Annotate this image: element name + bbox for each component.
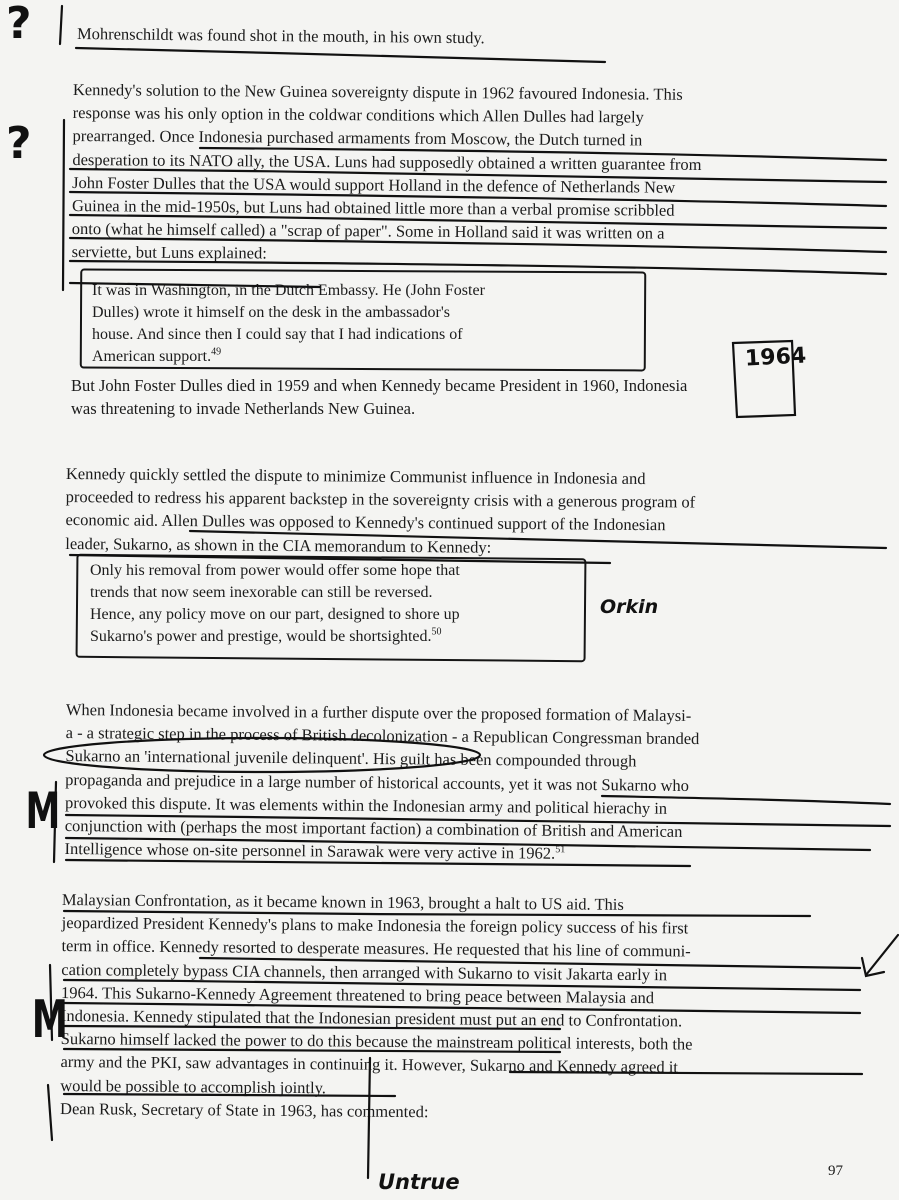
text-line: When Indonesia became involved in a further dispute over the proposed formation of Malaysi- bbox=[65, 699, 692, 726]
text-line: conjunction with (perhaps the most important faction) a combination of British and American bbox=[64, 816, 683, 841]
text-line: propaganda and prejudice in a large number of historical accounts, yet it was not Sukarno who bbox=[65, 769, 690, 795]
underline bbox=[64, 1049, 560, 1052]
underline bbox=[66, 838, 870, 850]
vertical-rule-bottom bbox=[368, 1058, 370, 1178]
text-line: Malaysian Confrontation, as it became known in 1963, brought a halt to US aid. This bbox=[61, 889, 624, 914]
text-line: army and the PKI, saw advantages in continuing it. However, Sukarno and Kennedy agreed it bbox=[60, 1052, 679, 1077]
underline bbox=[64, 1003, 860, 1013]
text-line: Kennedy's solution to the New Guinea sovereignty dispute in 1962 favoured Indonesia. This bbox=[72, 79, 683, 104]
underline bbox=[64, 980, 860, 990]
underline bbox=[510, 1072, 862, 1074]
text-line: Sukarno an 'international juvenile delinquent'. His guilt has been compounded through bbox=[65, 746, 637, 771]
quote-cia-memorandum: Only his removal from power would offer some hope that trends that now seem inexorable can still be reversed. Hence, any policy move on our part, designed to shore up Sukarno's power and prestige, would be shortsighted.$^{50}$ bbox=[90, 562, 460, 645]
margin-bar-top bbox=[60, 6, 62, 44]
underline bbox=[70, 192, 886, 206]
text-line: But John Foster Dulles died in 1959 and when Kennedy became President in 1960, Indonesia bbox=[71, 376, 688, 395]
text-line: Kennedy quickly settled the dispute to minimize Communist influence in Indonesia and bbox=[65, 463, 646, 489]
text-line: economic aid. Allen Dulles was opposed to Kennedy's continued support of the Indonesian bbox=[65, 510, 666, 535]
text-line: onto (what he himself called) a "scrap of paper". Some in Holland said it was written on a bbox=[71, 219, 665, 243]
underline bbox=[66, 860, 690, 866]
text-line: Indonesia. Kennedy stipulated that the Indonesian president must put an end to Confrontation. bbox=[60, 1006, 683, 1031]
underline bbox=[602, 796, 890, 804]
underline bbox=[190, 531, 886, 548]
question-mark-top: ? bbox=[6, 0, 32, 49]
margin-bracket-para5 bbox=[50, 965, 52, 1040]
margin-note-quote2: Orkin bbox=[600, 596, 659, 618]
question-mark-para1: ? bbox=[6, 118, 32, 169]
text-line: desperation to its NATO ally, the USA. Luns had supposedly obtained a written guarantee from bbox=[72, 149, 702, 174]
underline bbox=[70, 283, 320, 287]
margin-letter-para5: M bbox=[31, 990, 68, 1050]
underline bbox=[70, 555, 610, 563]
text-line: jeopardized President Kennedy's plans to make Indonesia the foreign policy success of his first bbox=[61, 913, 689, 938]
underline bbox=[70, 238, 886, 252]
footnote-ref: 50 bbox=[431, 626, 442, 638]
underline bbox=[70, 261, 886, 274]
page-number: 97 bbox=[828, 1163, 843, 1179]
underline bbox=[64, 1026, 560, 1029]
underline bbox=[200, 148, 886, 160]
footnote-ref: 51 bbox=[555, 844, 566, 856]
circled-phrase bbox=[44, 738, 480, 772]
arrow-shaft bbox=[866, 935, 898, 975]
footnote-ref: 49 bbox=[211, 346, 222, 358]
bottom-note-annotation: Untrue bbox=[378, 1170, 460, 1194]
top-line: Mohrenschildt was found shot in the mouth, in his own study. bbox=[76, 24, 485, 48]
underline bbox=[70, 169, 886, 182]
text-line: term in office. Kennedy resorted to desperate measures. He requested that his line of communi- bbox=[61, 936, 691, 961]
text-line: 1964. This Sukarno-Kennedy Agreement threatened to bring peace between Malaysia and bbox=[61, 982, 655, 1007]
text-line: Sukarno himself lacked the power to do this because the mainstream political interests, both the bbox=[60, 1029, 693, 1054]
text-line: Intelligence whose on-site personnel in Sarawak were very active in 1962. bbox=[64, 839, 556, 863]
text-line: would be possible to accomplish jointly. bbox=[60, 1075, 327, 1097]
text-line: leader, Sukarno, as shown in the CIA memorandum to Kennedy: bbox=[65, 533, 492, 557]
text-line: provoked this dispute. It was elements within the Indonesian army and political hierachy in bbox=[64, 792, 668, 818]
underline bbox=[200, 958, 860, 968]
text-line: Dean Rusk, Secretary of State in 1963, has commented: bbox=[59, 1098, 429, 1122]
underline-top-line bbox=[76, 48, 605, 62]
text-line: Guinea in the mid-1950s, but Luns had obtained little more than a verbal promise scribbled bbox=[71, 196, 675, 220]
year-box bbox=[733, 341, 795, 417]
year-note-annotation: 1964 bbox=[744, 343, 807, 372]
quote-luns: It was in Washington, in the Dutch Embassy. He (John Foster Dulles) wrote it himself on the desk in the ambassador's house. And since then I could say that I had indications of American support.$^{49}$ bbox=[92, 282, 485, 365]
margin-bracket-para4 bbox=[54, 782, 56, 862]
text-line: John Foster Dulles that the USA would support Holland in the defence of Netherlands New bbox=[72, 172, 676, 197]
text-line: cation completely bypass CIA channels, then arranged with Sukarno to visit Jakarta early in bbox=[61, 959, 668, 984]
text-line: a - a strategic step in the process of British decolonization - a Republican Congressman branded bbox=[65, 723, 700, 749]
margin-letter-para4: M bbox=[25, 782, 61, 840]
text-line: prearranged. Once Indonesia purchased armaments from Moscow, the Dutch turned in bbox=[72, 126, 643, 150]
underline bbox=[64, 911, 810, 916]
underline bbox=[64, 1094, 395, 1096]
underline bbox=[66, 815, 890, 826]
margin-bracket-bottom bbox=[48, 1085, 52, 1140]
text-line: serviette, but Luns explained: bbox=[71, 242, 267, 263]
text-line: was threatening to invade Netherlands New Guinea. bbox=[71, 399, 416, 419]
margin-bracket-para1 bbox=[63, 120, 64, 290]
text-line: response was his only option in the coldwar conditions which Allen Dulles had largely bbox=[72, 103, 644, 127]
text-line: proceeded to redress his apparent backstep in the sovereignty crisis with a generous program of bbox=[65, 487, 696, 512]
underline bbox=[70, 215, 886, 228]
